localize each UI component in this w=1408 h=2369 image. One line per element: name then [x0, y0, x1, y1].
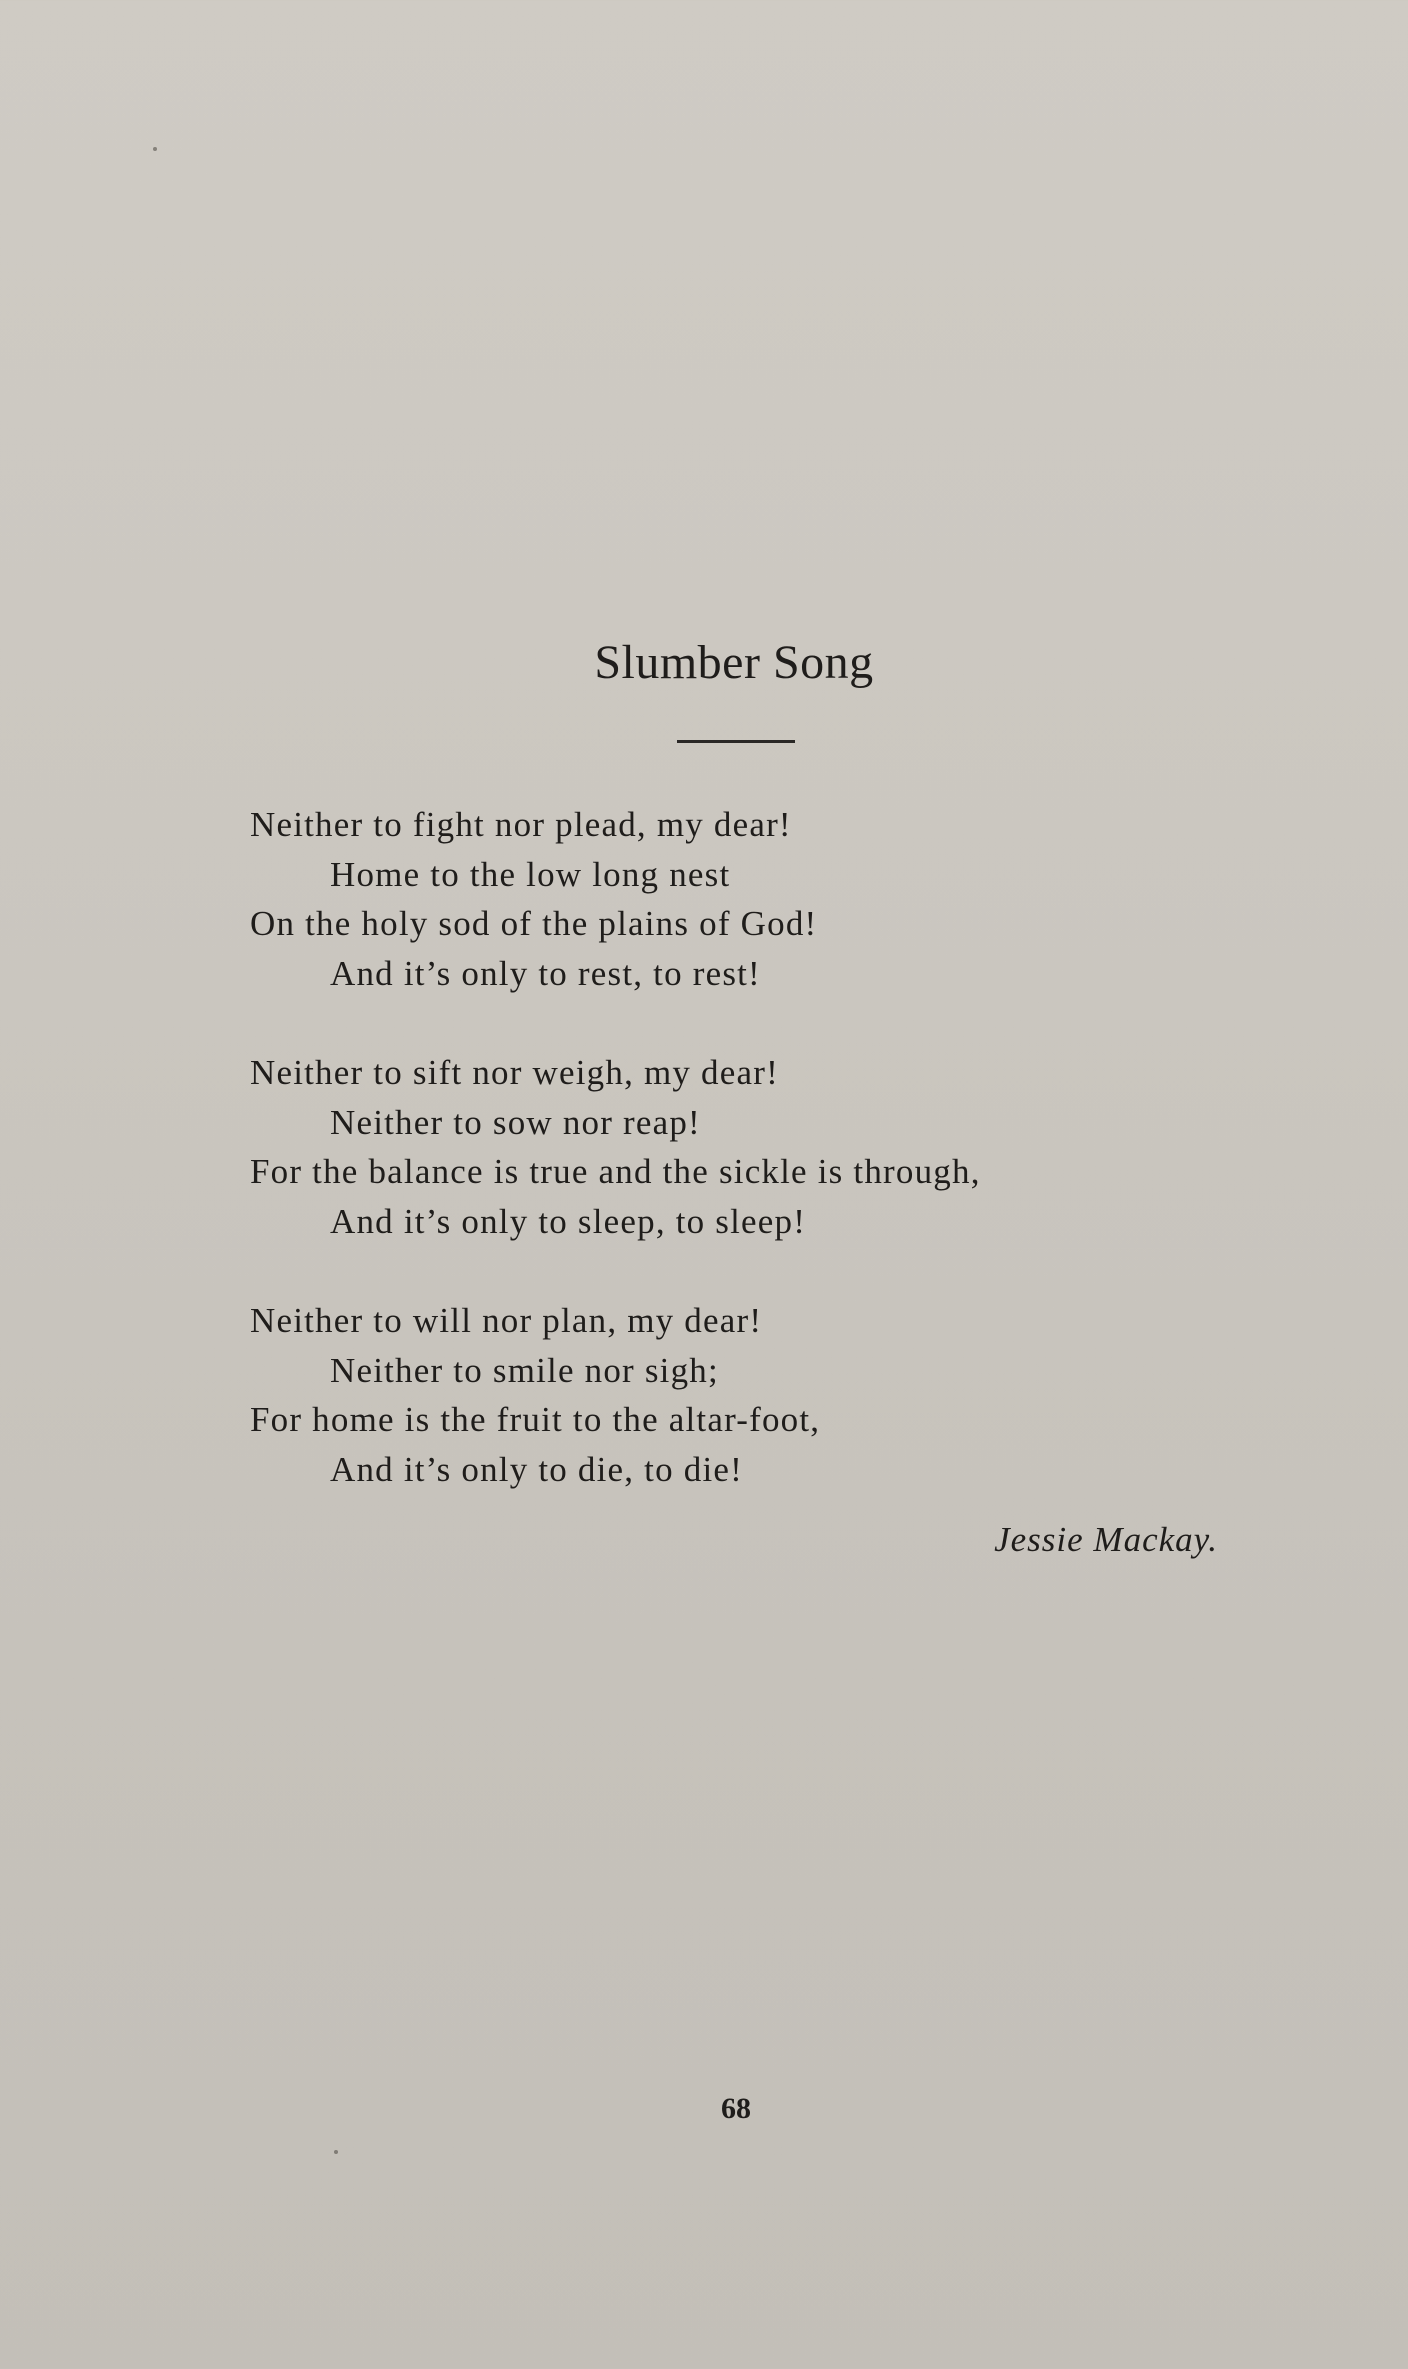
- poem-line: Home to the low long nest: [330, 854, 731, 894]
- poem-title: Slumber Song: [594, 636, 874, 689]
- poem-line: Neither to sift nor weigh, my dear!: [250, 1053, 779, 1092]
- page-number: 68: [721, 2092, 751, 2125]
- poem-line: Neither to sow nor reap!: [330, 1102, 701, 1142]
- stanza-2: [250, 1048, 1250, 1246]
- poem-line: Neither to smile nor sigh;: [330, 1350, 719, 1390]
- paper-speck: [334, 2150, 338, 2154]
- poem-line: Neither to fight nor plead, my dear!: [250, 805, 792, 844]
- poem-line: For the balance is true and the sickle is through,: [250, 1152, 981, 1191]
- stanza-1: [250, 800, 1250, 998]
- poem-author: Jessie Mackay.: [994, 1520, 1218, 1559]
- stanza-3: [250, 1296, 1250, 1494]
- poem-line: And it’s only to rest, to rest!: [330, 953, 761, 993]
- poem-line: And it’s only to die, to die!: [330, 1449, 743, 1489]
- poem-line: Neither to will nor plan, my dear!: [250, 1301, 763, 1340]
- title-rule: [677, 740, 795, 743]
- poem-line: And it’s only to sleep, to sleep!: [330, 1201, 807, 1241]
- poem-line: On the holy sod of the plains of God!: [250, 904, 818, 943]
- paper-speck: [153, 147, 157, 151]
- poem-line: For home is the fruit to the altar-foot,: [250, 1400, 821, 1439]
